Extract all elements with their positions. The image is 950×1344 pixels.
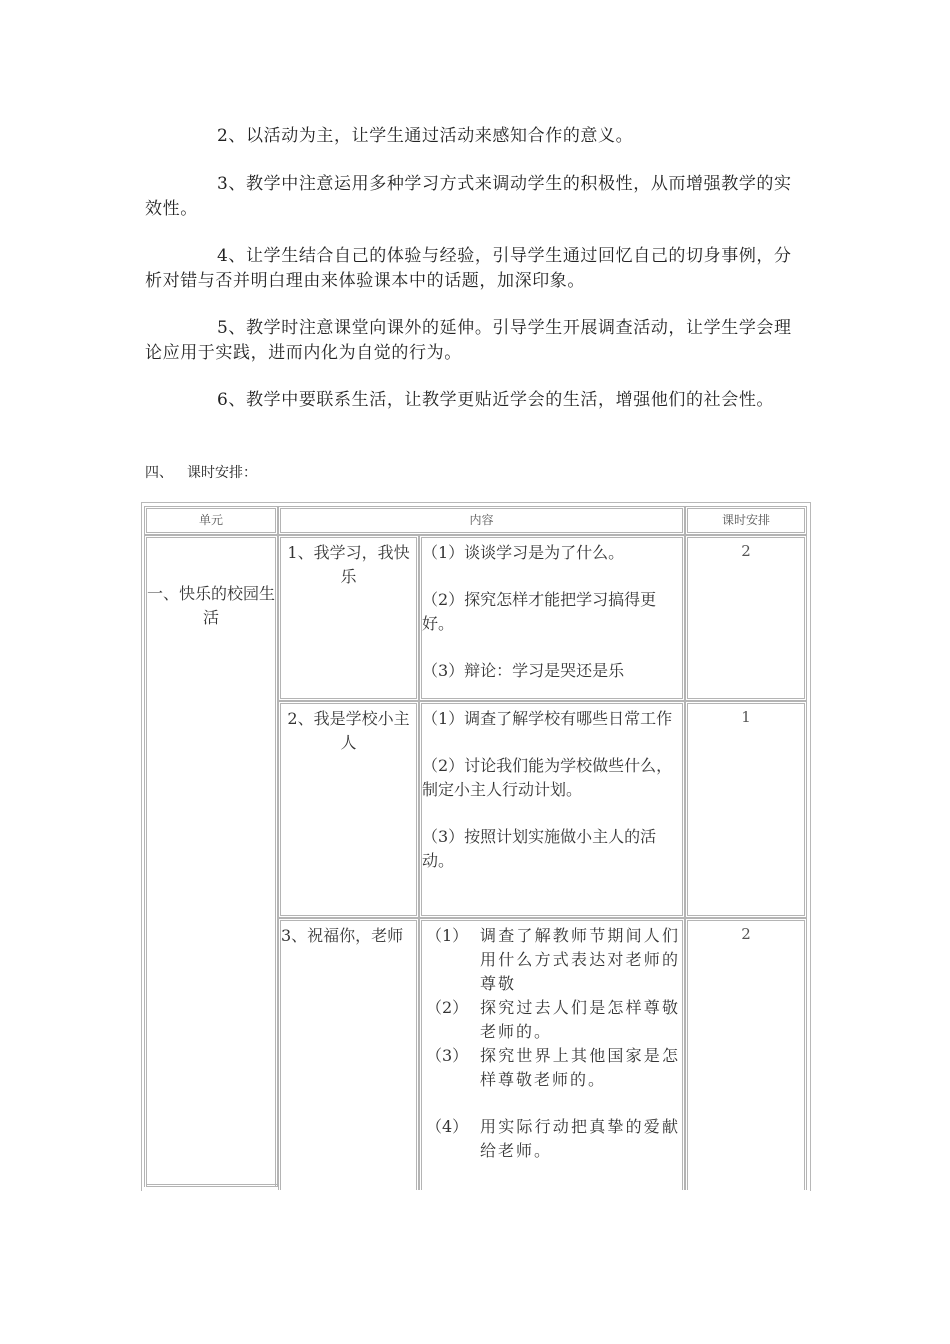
unit-cell-bottom-border [146,1184,278,1190]
topic-2-item-3: （3）按照计划实施做小主人的活动。 [422,827,657,870]
topic-title-1: 1、我学习，我快乐 [278,535,419,701]
topic-1-item-1: （1）谈谈学习是为了什么。 [422,543,625,562]
topic-3-item-1-text: 调查了解教师节期间人们用什么方式表达对老师的尊敬 [480,926,680,993]
topic-hours-2: 1 [685,701,807,918]
topic-3-item-4 [426,1115,680,1163]
topic-3-item-3-label: （3） [426,1046,469,1065]
paragraph-2: 2、以活动为主，让学生通过活动来感知合作的意义。 [217,126,634,146]
topic-3-item-4-label: （4） [426,1117,469,1136]
topic-1-item-3: （3）辩论：学习是哭还是乐 [422,661,625,680]
topic-3-item-2-text: 探究过去人们是怎样尊敬老师的。 [480,998,680,1041]
paragraph-4: 4、让学生结合自己的体验与经验，引导学生通过回忆自己的切身事例，分析对错与否并明白理由来体验课本中的话题，加深印象。 [145,246,792,291]
topic-3-item-2 [426,996,680,1044]
topic-items-2 [419,701,685,918]
paragraph-6: 6、教学中要联系生活，让教学更贴近学会的生活，增强他们的社会性。 [217,390,775,410]
header-hours: 课时安排 [685,506,807,535]
topic-hours-3: 2 [685,918,807,1190]
header-content: 内容 [278,506,685,535]
topic-3-item-3-text: 探究世界上其他国家是怎样尊敬老师的。 [480,1046,680,1089]
topic-title-3: 3、祝福你，老师 [278,918,419,1190]
unit-name: 一、快乐的校园生活 [147,584,276,627]
topic-items-1 [419,535,685,701]
section-heading [145,462,257,482]
topic-3-item-2-label: （2） [426,998,469,1017]
topic-3-item-3 [426,1044,680,1092]
paragraph-3: 3、教学中注意运用多种学习方式来调动学生的积极性，从而增强教学的实效性。 [145,174,792,219]
topic-3-item-4-text: 用实际行动把真挚的爱献给老师。 [480,1117,680,1160]
topic-items-3 [419,918,685,1190]
topic-2-item-2: （2）讨论我们能为学校做些什么，制定小主人行动计划。 [422,756,673,799]
paragraph-5: 5、教学时注意课堂向课外的延伸。引导学生开展调查活动，让学生学会理论应用于实践，进而内化为自觉的行为。 [145,318,792,363]
section-title: 课时安排： [187,465,257,481]
topic-2-item-1: （1）调查了解学校有哪些日常工作 [422,709,673,728]
topic-hours-1: 2 [685,535,807,701]
unit-cell [144,535,278,1187]
topic-3-item-1-label: （1） [426,926,469,945]
header-unit: 单元 [144,506,278,535]
topic-1-item-2: （2）探究怎样才能把学习搞得更好。 [422,590,657,633]
section-number: 四、 [145,465,173,481]
topic-3-item-1 [426,924,680,996]
topic-title-2: 2、我是学校小主人 [278,701,419,918]
